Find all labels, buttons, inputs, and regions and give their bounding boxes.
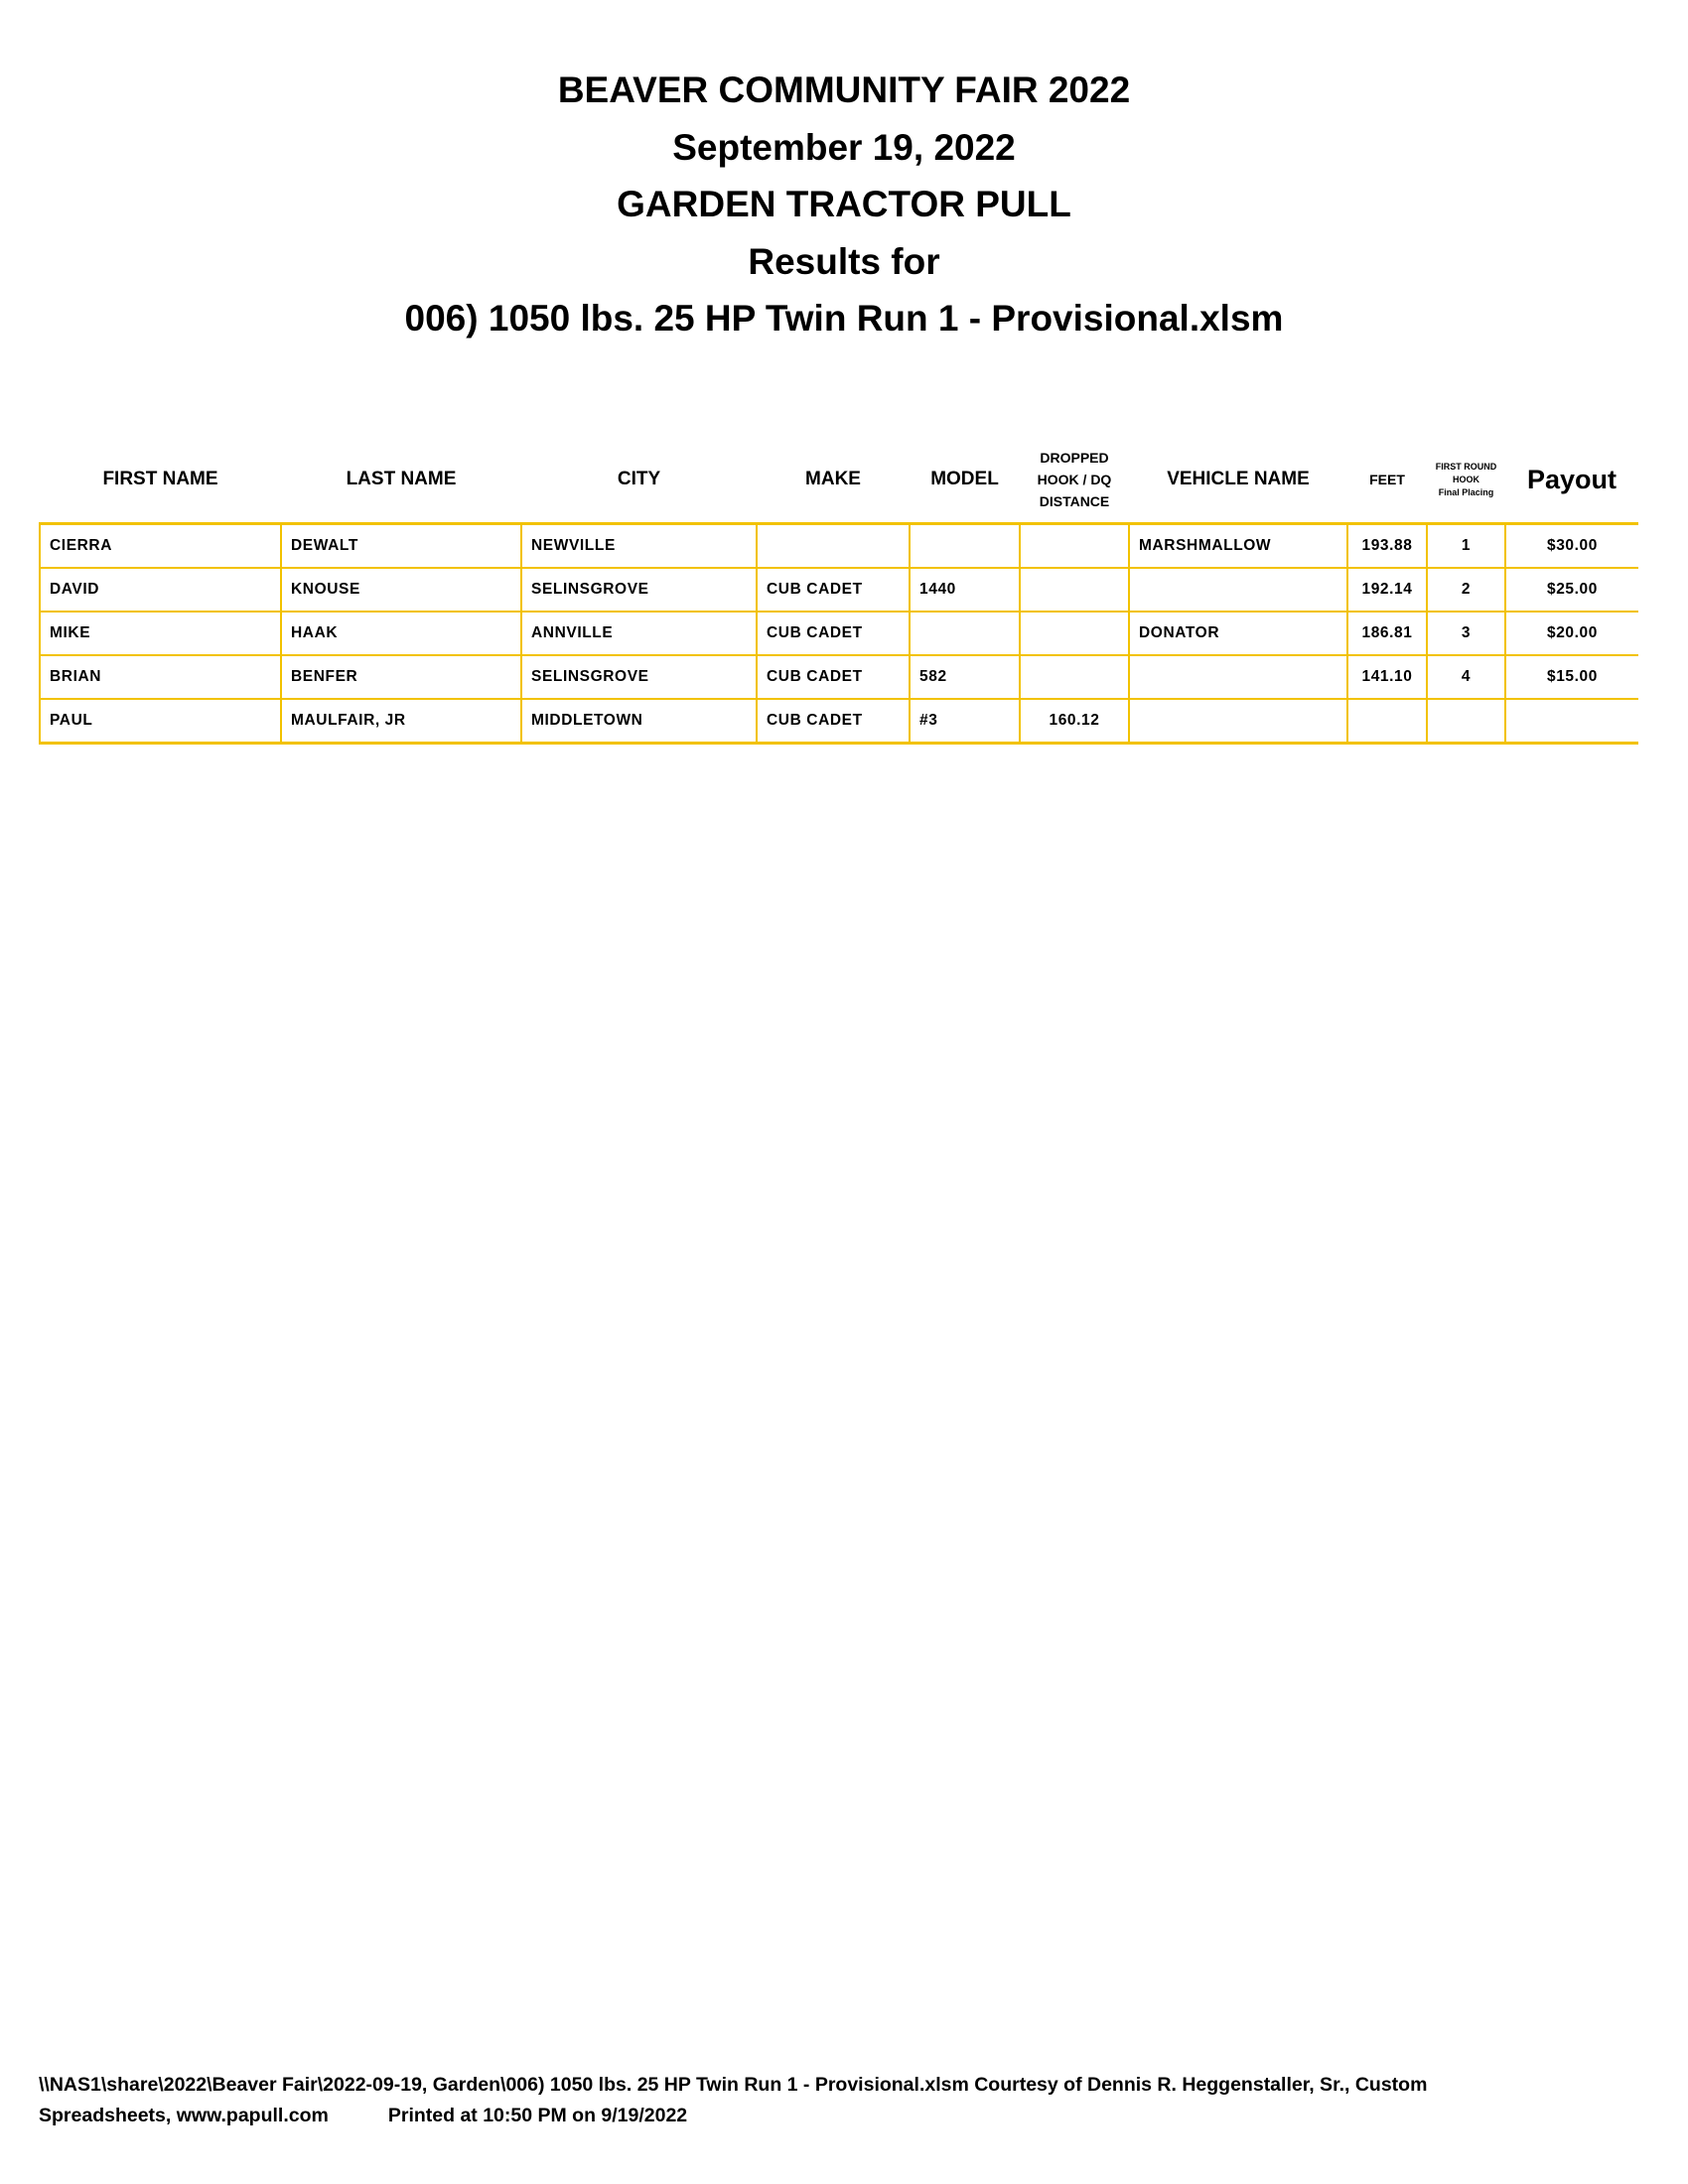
cell-model: #3 (910, 699, 1020, 744)
col-dropped-hook-line3: DISTANCE (1039, 493, 1110, 509)
cell-city: SELINSGROVE (521, 655, 757, 699)
col-hook-line3: Final Placing (1438, 486, 1494, 497)
cell-last-name: MAULFAIR, JR (281, 699, 521, 744)
cell-place: 3 (1427, 612, 1505, 655)
table-row (40, 655, 1638, 699)
cell-payout: $15.00 (1505, 655, 1638, 699)
cell-vehicle-name: DONATOR (1129, 612, 1347, 655)
cell-city: ANNVILLE (521, 612, 757, 655)
cell-feet: 186.81 (1347, 612, 1427, 655)
table-body (40, 524, 1638, 744)
cell-model (910, 612, 1020, 655)
cell-feet: 193.88 (1347, 524, 1427, 569)
cell-place: 4 (1427, 655, 1505, 699)
col-payout: Payout (1526, 464, 1618, 494)
cell-dropped (1020, 568, 1129, 612)
cell-model: 582 (910, 655, 1020, 699)
col-city: CITY (617, 469, 661, 489)
cell-vehicle-name: MARSHMALLOW (1129, 524, 1347, 569)
cell-make: CUB CADET (757, 699, 910, 744)
cell-first-name: BRIAN (40, 655, 281, 699)
event-date: September 19, 2022 (672, 126, 1016, 168)
cell-place: 1 (1427, 524, 1505, 569)
cell-place (1427, 699, 1505, 744)
cell-model (910, 524, 1020, 569)
col-hook-line1: FIRST ROUND (1435, 461, 1497, 472)
cell-dropped (1020, 655, 1129, 699)
col-last-name: LAST NAME (346, 469, 457, 489)
col-model: MODEL (930, 469, 999, 489)
cell-make: CUB CADET (757, 655, 910, 699)
col-dropped-hook-line1: DROPPED (1040, 450, 1109, 466)
table-row (40, 568, 1638, 612)
table-header (40, 437, 1638, 524)
page-footer (39, 2070, 1647, 2131)
cell-payout: $20.00 (1505, 612, 1638, 655)
cell-make (757, 524, 910, 569)
cell-vehicle-name (1129, 568, 1347, 612)
cell-dropped (1020, 524, 1129, 569)
footer-website: Spreadsheets, www.papull.com (39, 2105, 329, 2126)
cell-place: 2 (1427, 568, 1505, 612)
results-for-label: Results for (748, 240, 940, 282)
event-name: GARDEN TRACTOR PULL (617, 184, 1071, 224)
cell-feet: 141.10 (1347, 655, 1427, 699)
col-hook-line2: HOOK (1453, 474, 1479, 484)
fair-title: BEAVER COMMUNITY FAIR 2022 (557, 69, 1131, 110)
report-header (0, 62, 1688, 347)
results-table (39, 437, 1638, 745)
cell-feet (1347, 699, 1427, 744)
col-first-name: FIRST NAME (102, 469, 218, 489)
footer-line2 (39, 2101, 1647, 2131)
col-dropped-hook (1020, 437, 1129, 524)
cell-vehicle-name (1129, 655, 1347, 699)
footer-file-path: \\NAS1\share\2022\Beaver Fair\2022-09-19, Garden\006) 1050 lbs. 25 HP Twin Run 1 - Provisional.xlsm Courtesy of Dennis R. Heggenstaller, Sr., Custom (39, 2074, 1428, 2096)
cell-last-name: HAAK (281, 612, 521, 655)
cell-feet: 192.14 (1347, 568, 1427, 612)
cell-last-name: KNOUSE (281, 568, 521, 612)
cell-last-name: DEWALT (281, 524, 521, 569)
cell-first-name: CIERRA (40, 524, 281, 569)
col-dropped-hook-line2: HOOK / DQ (1037, 472, 1112, 487)
cell-first-name: DAVID (40, 568, 281, 612)
cell-city: NEWVILLE (521, 524, 757, 569)
cell-dropped: 160.12 (1020, 699, 1129, 744)
table-row (40, 612, 1638, 655)
cell-make: CUB CADET (757, 568, 910, 612)
col-vehicle-name: VEHICLE NAME (1167, 469, 1310, 489)
class-filename: 006) 1050 lbs. 25 HP Twin Run 1 - Provisional.xlsm (404, 298, 1284, 339)
cell-city: SELINSGROVE (521, 568, 757, 612)
col-hook-placing (1427, 437, 1505, 524)
cell-city: MIDDLETOWN (521, 699, 757, 744)
cell-dropped (1020, 612, 1129, 655)
cell-vehicle-name (1129, 699, 1347, 744)
cell-make: CUB CADET (757, 612, 910, 655)
cell-payout: $30.00 (1505, 524, 1638, 569)
cell-last-name: BENFER (281, 655, 521, 699)
cell-payout (1505, 699, 1638, 744)
footer-printed-time: Printed at 10:50 PM on 9/19/2022 (387, 2105, 688, 2126)
cell-first-name: MIKE (40, 612, 281, 655)
table-row (40, 524, 1638, 569)
cell-payout: $25.00 (1505, 568, 1638, 612)
cell-model: 1440 (910, 568, 1020, 612)
cell-first-name: PAUL (40, 699, 281, 744)
col-make: MAKE (805, 469, 861, 489)
col-feet: FEET (1369, 472, 1405, 487)
table-row (40, 699, 1638, 744)
